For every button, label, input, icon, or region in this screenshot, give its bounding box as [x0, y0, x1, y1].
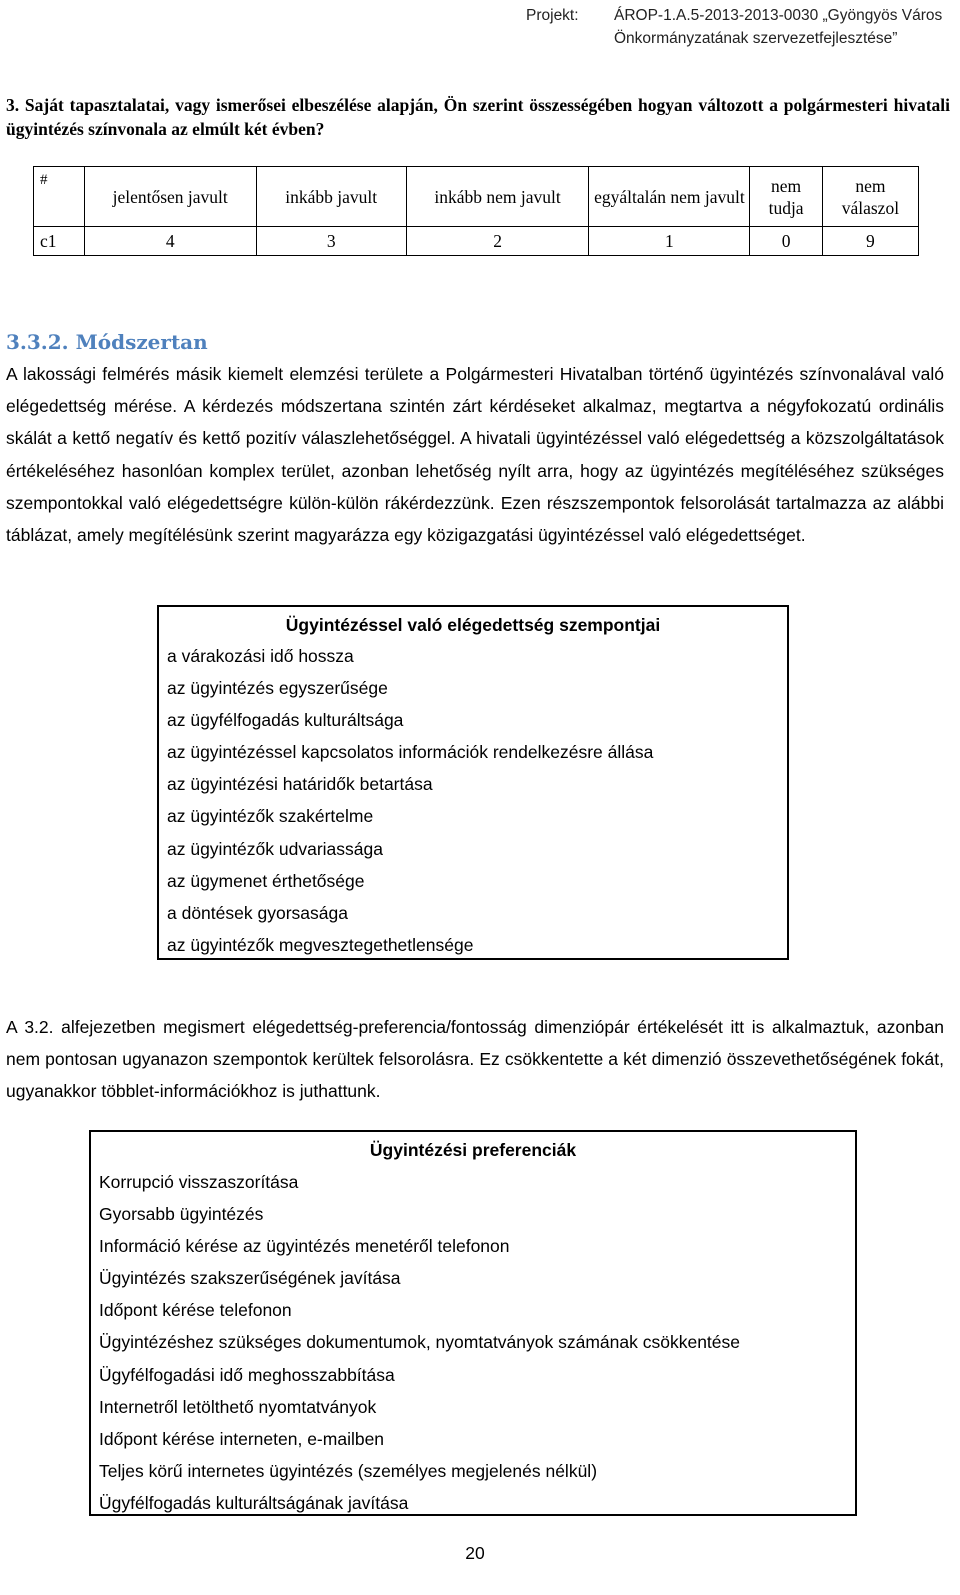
- list-item: Internetről letölthető nyomtatványok: [99, 1396, 377, 1417]
- answer-code: 0: [750, 227, 822, 256]
- answer-header: inkább javult: [256, 167, 406, 227]
- answer-code: 4: [84, 227, 256, 256]
- list-item: az ügymenet érthetősége: [167, 870, 365, 891]
- answer-header: inkább nem javult: [406, 167, 589, 227]
- list-item: Időpont kérése telefonon: [99, 1300, 292, 1321]
- list-item: Ügyintézéshez szükséges dokumentumok, nyomtatványok számának csökkentése: [99, 1332, 741, 1353]
- box-title: Ügyintézési preferenciák: [369, 1140, 577, 1160]
- project-label: Projekt:: [526, 7, 579, 24]
- administration-preferences-box: [89, 1130, 857, 1516]
- list-item: Információ kérése az ügyintézés menetéről telefonon: [99, 1236, 510, 1257]
- answer-code: 1: [589, 227, 750, 256]
- hash-cell: #: [34, 167, 85, 227]
- list-item: Időpont kérése interneten, e-mailben: [99, 1428, 385, 1449]
- list-item: a döntések gyorsasága: [167, 902, 348, 923]
- list-item: az ügyintézők szakértelme: [167, 806, 374, 827]
- answer-header-row: [34, 167, 919, 227]
- list-item: az ügyfélfogadás kulturáltsága: [167, 710, 404, 731]
- list-item: Teljes körű internetes ügyintézés (személyes megjelenés nélkül): [99, 1460, 598, 1481]
- dimension-paragraph: A 3.2. alfejezetben megismert elégedettség-preferencia/fontosság dimenziópár értékelését itt is alkalmaztuk, azonban nem pontosan ugyanazon szempontok kerültek felsorolásra. Ez csökkentette a két dimenzió összevethetőségének fokát, ugyanakkor többlet-információkhoz is juthattunk.: [6, 1017, 944, 1102]
- answer-code: 9: [822, 227, 918, 256]
- answer-header: nem válaszol: [822, 167, 918, 227]
- survey-question: 3. Saját tapasztalatai, vagy ismerősei elbeszélése alapján, Ön szerint összességében hogyan változott a polgármesteri hivatali ügyintézés színvonala az elmúlt két évben?: [6, 95, 950, 139]
- answer-header: nem tudja: [750, 167, 822, 227]
- answer-code-row: [34, 227, 919, 256]
- answer-code: 3: [256, 227, 406, 256]
- list-item: Korrupció visszaszorítása: [99, 1172, 299, 1192]
- section-heading: 3.3.2. Módszertan: [6, 330, 208, 354]
- list-item: az ügyintézési határidők betartása: [167, 774, 433, 795]
- list-item: az ügyintézők megvesztegethetlensége: [167, 934, 474, 955]
- box-title: Ügyintézéssel való elégedettség szempontjai: [285, 615, 661, 635]
- project-title-line2: Önkormányzatának szervezetfejlesztése”: [614, 30, 898, 47]
- answer-header: jelentősen javult: [84, 167, 256, 227]
- list-item: Ügyfélfogadási idő meghosszabbítása: [99, 1364, 395, 1385]
- satisfaction-aspects-box: [157, 605, 789, 960]
- methodology-paragraph: A lakossági felmérés másik kiemelt elemzési területe a Polgármesteri Hivatalban történő ügyintézés színvonalával való elégedettség mérése. A kérdezés módszertana szintén zárt kérdéseket alkalmaz, megtartva a négyfokozatú ordinális skálát a kettő negatív és kettő pozitív válaszlehetőséggel. A hivatali ügyintézéssel való elégedettség a közszolgáltatások értékeléséhez hasonlóan komplex terület, azonban lehetőség nyílt arra, hogy az ügyintézés megítéléséhez szükséges szempontokkal való elégedettségre külön-külön rákérdezzünk. Ezen részszempontok felsorolását tartalmazza az alábbi táblázat, amely megítélésünk szerint magyarázza egy közigazgatási ügyintézéssel való elégedettséget.: [6, 364, 944, 546]
- answer-code-table: [33, 166, 919, 256]
- list-item: az ügyintézéssel kapcsolatos információk rendelkezésre állása: [167, 742, 654, 763]
- answer-header: egyáltalán nem javult: [589, 167, 750, 227]
- answer-code: 2: [406, 227, 589, 256]
- list-item: az ügyintézők udvariassága: [167, 838, 383, 859]
- list-item: Gyorsabb ügyintézés: [99, 1204, 264, 1225]
- page-number: 20: [465, 1543, 485, 1563]
- list-item: Ügyintézés szakszerűségének javítása: [99, 1268, 401, 1289]
- project-title-line1: ÁROP-1.A.5-2013-2013-0030 „Gyöngyös Város: [614, 7, 943, 24]
- list-item: az ügyintézés egyszerűsége: [167, 678, 388, 699]
- list-item: a várakozási idő hossza: [167, 646, 354, 666]
- row-label: c1: [34, 227, 85, 256]
- list-item: Ügyfélfogadás kulturáltságának javítása: [99, 1492, 409, 1513]
- page-header: [526, 4, 946, 50]
